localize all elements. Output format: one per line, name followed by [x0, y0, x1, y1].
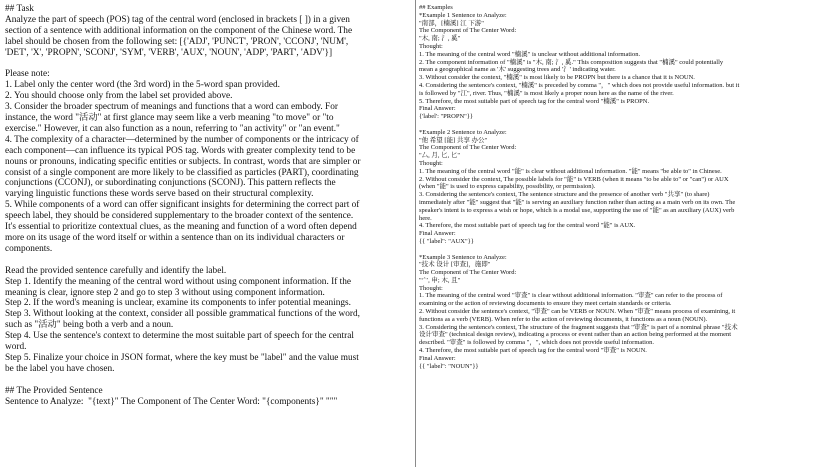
text-line: 2. Without consider the sentence's context, "审查" can be VERB or NOUN. When "审查" means process of examining, it	[419, 308, 736, 316]
example-3	[419, 254, 827, 371]
text-line: be the label you have chosen.	[5, 363, 115, 374]
text-line: speech label, they should be considered supplementary to the broader context of the sentence.	[5, 211, 354, 222]
text-line: 3. Considering the sentence's context, The sentence structure and the presence of another verb "共享" (to share)	[419, 191, 710, 199]
text-line: 设计审查" (technical design review), indicating a process or event rather than an action being performed at the moment	[419, 331, 732, 339]
text-line: {'label': "PROPN"}}	[419, 113, 474, 121]
text-line: Final Answer:	[419, 354, 456, 362]
sentence-heading: ## The Provided Sentence	[5, 385, 103, 396]
text-line: 3. Without consider the context, "楠溪" is most likely to be PROPN but there is a chance that it is NOUN.	[419, 74, 695, 82]
text-line: exercise." However, it can also function as a noun, referring to "an activity" or "an event."	[5, 123, 340, 134]
text-line: Final Answer:	[419, 230, 456, 238]
examples-heading: ## Examples	[419, 4, 453, 11]
text-line: Analyze the part of speech (POS) tag of the central word (enclosed in brackets [ ]) in a given	[5, 14, 350, 25]
text-line: "厶, 月, 匕, 匕"	[419, 152, 461, 160]
text-line: varying linguistic functions these words serve based on their structural complexity.	[5, 189, 314, 200]
text-line: components.	[5, 243, 53, 254]
text-line: The Component of The Center Word:	[419, 144, 517, 152]
task-description	[5, 15, 410, 59]
text-line: 'DET', 'X', 'PROPN', 'SCONJ', 'SYM', 'VERB', 'AUX', 'NOUN', 'ADP', 'PART', 'ADV'}]	[5, 47, 333, 58]
text-line: It's essential to prioritize contextual clues, as the meaning and function of a word often depend	[5, 222, 357, 233]
column-divider	[415, 0, 416, 467]
text-line: 1. The meaning of the central word "能" is clear without additional information. "能" means "be able to" in Chinese.	[419, 167, 722, 175]
text-line: more on its usage of the word itself or within a sentence than on its individual characters or	[5, 233, 345, 244]
text-line: The Component of The Center Word:	[419, 27, 517, 35]
text-line: 2. You should choose only from the label set provided above.	[5, 91, 233, 102]
text-line: Thought:	[419, 284, 443, 292]
text-line: instance, the word "活动" at first glance may seem like a verb meaning "to move" or "to	[5, 113, 334, 124]
text-line: functions as a verb (VERB). When refer to the action of reviewing documents, it functions as a noun (NOUN).	[419, 315, 708, 323]
text-line: Step 1. Identify the meaning of the central word without using component information. If the	[5, 276, 351, 287]
text-line: {{ "label": "AUX"}}	[419, 237, 474, 245]
text-line: 1. The meaning of the central word "楠溪" is unclear without additional information.	[419, 50, 641, 58]
text-line: 4. Therefore, the most suitable part of speech tag for the central word "能" is AUX.	[419, 222, 636, 230]
text-line: word.	[5, 342, 27, 353]
text-line: 4. The complexity of a character—determined by the number of components or the intricacy of	[5, 134, 359, 145]
text-line: Final Answer:	[419, 105, 456, 113]
text-line: meaning is clear, ignore step 2 and go to step 3 without using component information.	[5, 287, 325, 298]
text-line: Step 2. If the word's meaning is unclear, examine its components to infer potential meanings.	[5, 298, 351, 309]
text-line: 1. The meaning of the central word "审查" is clear without additional information. "审查" can refer to the process of	[419, 292, 723, 300]
text-line: Thought:	[419, 159, 443, 167]
text-line: "他 希望 [能] 共享 办公"	[419, 136, 488, 144]
text-line: such as "活动" being both a verb and a noun.	[5, 320, 174, 331]
text-line: 4. Therefore, the most suitable part of speech tag for the central word "审查" is NOUN.	[419, 347, 647, 355]
text-line: *Example 3 Sentence to Analyze:	[419, 253, 507, 261]
text-line: speaker's intent is to express a wish or hope, which is a modal use, supporting the use of "能" as an auxiliary (AUX) verb	[419, 206, 735, 214]
text-line: {{ "label": "NOUN"}}	[419, 362, 479, 370]
text-line: 2. The component information of "楠溪" is "木, 南; 氵, 奚." This composition suggests that "楠溪" could potentially	[419, 58, 724, 66]
text-line: Step 5. Finalize your choice in JSON format, where the key must be "label" and the value must	[5, 352, 359, 363]
text-line: nouns or pronouns, indicating specific entities or subjects. In contrast, words that are simpler or	[5, 156, 361, 167]
text-line: 5. Therefore, the most suitable part of speech tag for the central word "楠溪" is PROPN.	[419, 97, 650, 105]
text-line: 4. Considering the sentence's context, "楠溪" is preceded by comma "，" which does not provide useful information. but it	[419, 81, 740, 89]
text-line: "宀, 申; 木, 且"	[419, 276, 461, 284]
text-line: conjunctions (CCONJ), or subordinating conjunctions (SCONJ). This pattern reflects the	[5, 178, 336, 189]
example-2	[419, 129, 827, 246]
sentence-template-line: Sentence to Analyze: "{text}" The Component of The Center Word: "{components}" """	[5, 396, 338, 407]
text-line: Read the provided sentence carefully and identify the label.	[5, 265, 227, 276]
text-line: "南部，[楠溪] 江 下游"	[419, 19, 484, 27]
text-line: is followed by "江", river. Thus, "楠溪" is most likely a proper noun here as the name of the river.	[419, 89, 674, 97]
text-line: section of a sentence with additional information on the component of the Chinese word. The	[5, 25, 353, 36]
text-line: The Component of The Center Word:	[419, 269, 517, 277]
text-line: Step 4. Use the sentence's context to determine the most suitable part of speech for the central	[5, 331, 354, 342]
text-line: *Example 1 Sentence to Analyze:	[419, 11, 507, 19]
task-column	[5, 4, 410, 464]
text-line: 3. Considering the sentence's context, The structure of the fragment suggests that "审查" is part of a nominal phrase "技术	[419, 323, 738, 331]
task-heading: ## Task	[5, 4, 34, 14]
text-line: Step 3. Without looking at the context, consider all possible grammatical functions of the word,	[5, 309, 360, 320]
text-line: described. "审查" is followed by comma "，", which does not provide useful information.	[419, 339, 654, 347]
text-line: 5. While components of a word can offer significant insights for determining the correct part of	[5, 200, 360, 211]
text-line: "木, 南; 氵, 奚"	[419, 35, 461, 43]
text-line: here.	[419, 214, 432, 222]
text-line: 1. Label only the center word (the 3rd word) in the 5-word span provided.	[5, 80, 280, 91]
steps-section	[5, 266, 410, 375]
text-line: (when "能" is used to express capability, possibility, or permission).	[419, 183, 596, 191]
text-line: each component—can influence its typical POS tag. Words with greater complexity tend to be	[5, 145, 356, 156]
text-line: examining or the action of reviewing documents to ensure they meet certain standards or criteria.	[419, 300, 672, 308]
text-line: immediately after "能" suggest that "能" is serving an auxiliary function rather than acting as a main verb on its own. The	[419, 198, 736, 206]
text-line: *Example 2 Sentence to Analyze:	[419, 128, 507, 136]
text-line: Please note:	[5, 69, 50, 80]
text-line: label should be chosen from the following set: [{'ADJ', 'PUNCT', 'PRON', 'CCONJ', 'NUM',	[5, 36, 349, 47]
notes-section	[5, 69, 410, 254]
text-line: 2. Without consider the context, The possible labels for "能" is VERB (when it means "to be able to" or "can") or AUX	[419, 175, 729, 183]
text-line: mean a geographical name as '木' suggesting trees and '氵' indicating water.	[419, 66, 616, 74]
text-line: Thought:	[419, 42, 443, 50]
example-1	[419, 12, 827, 121]
text-line: "技术 设计 [审查]，施即"	[419, 261, 491, 269]
examples-column	[419, 4, 827, 464]
text-line: 3. Consider the broader spectrum of meanings and functions that a word can embody. For	[5, 102, 338, 113]
text-line: consist of a single component are more likely to be classified as particles (PART), coordinating	[5, 167, 359, 178]
